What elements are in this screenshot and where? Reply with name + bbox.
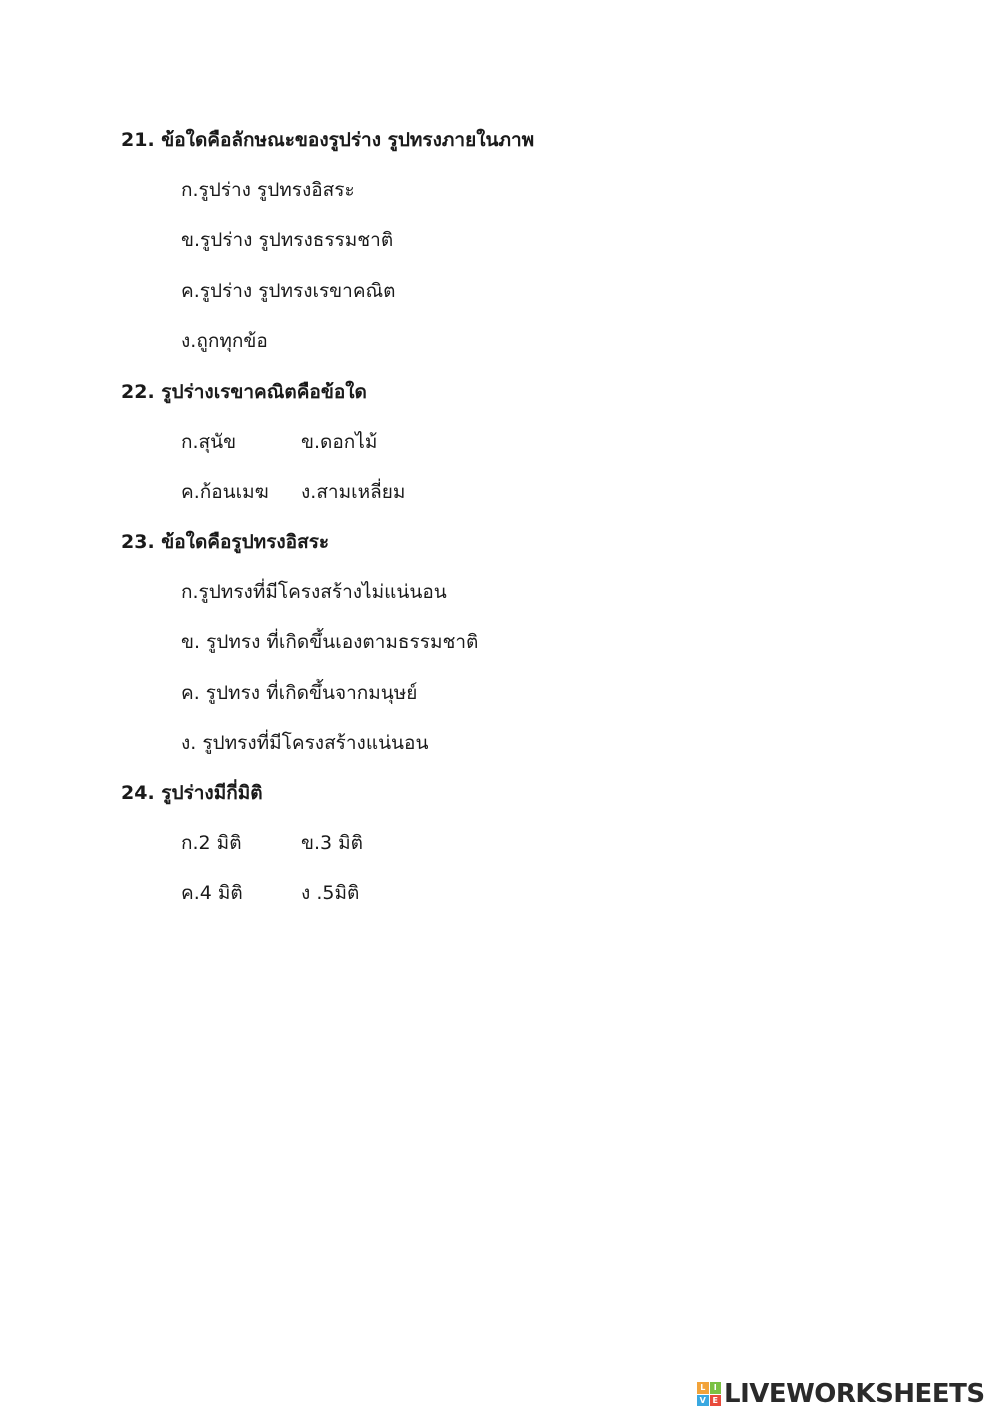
question-21-option-a: ก.รูปร่าง รูปทรงอิสระ xyxy=(181,179,355,201)
question-22-option-d: ง.สามเหลี่ยม xyxy=(301,481,406,503)
question-23-option-a: ก.รูปทรงที่มีโครงสร้างไม่แน่นอน xyxy=(181,581,447,603)
question-23-title: 23. ข้อใดคือรูปทรงอิสระ xyxy=(121,531,330,553)
question-22-option-b: ข.ดอกไม้ xyxy=(301,431,378,453)
question-23-option-d: ง. รูปทรงที่มีโครงสร้างแน่นอน xyxy=(181,732,429,754)
question-23-option-c: ค. รูปทรง ที่เกิดขึ้นจากมนุษย์ xyxy=(181,682,418,704)
question-21-option-d: ง.ถูกทุกข้อ xyxy=(181,330,268,352)
logo-cell-i: I xyxy=(710,1382,722,1394)
liveworksheets-watermark xyxy=(697,1378,985,1410)
question-22-option-c: ค.ก้อนเมฆ xyxy=(181,481,269,503)
logo-cell-e: E xyxy=(710,1395,722,1407)
question-24-option-c: ค.4 มิติ xyxy=(181,882,243,904)
liveworksheets-logo-icon xyxy=(697,1382,721,1406)
question-24-title: 24. รูปร่างมีกี่มิติ xyxy=(121,782,263,804)
question-21-option-b: ข.รูปร่าง รูปทรงธรรมชาติ xyxy=(181,229,394,251)
question-22-option-a: ก.สุนัข xyxy=(181,431,237,453)
logo-cell-v: V xyxy=(697,1395,709,1407)
question-24-option-a: ก.2 มิติ xyxy=(181,832,242,854)
watermark-text: LIVEWORKSHEETS xyxy=(724,1379,985,1409)
question-24-option-d: ง .5มิติ xyxy=(301,882,360,904)
question-21-title: 21. ข้อใดคือลักษณะของรูปร่าง รูปทรงภายในภาพ xyxy=(121,129,535,151)
question-24-option-b: ข.3 มิติ xyxy=(301,832,364,854)
question-22-title: 22. รูปร่างเรขาคณิตคือข้อใด xyxy=(121,381,367,403)
question-23-option-b: ข. รูปทรง ที่เกิดขึ้นเองตามธรรมชาติ xyxy=(181,631,479,653)
logo-cell-l: L xyxy=(697,1382,709,1394)
question-21-option-c: ค.รูปร่าง รูปทรงเรขาคณิต xyxy=(181,280,396,302)
